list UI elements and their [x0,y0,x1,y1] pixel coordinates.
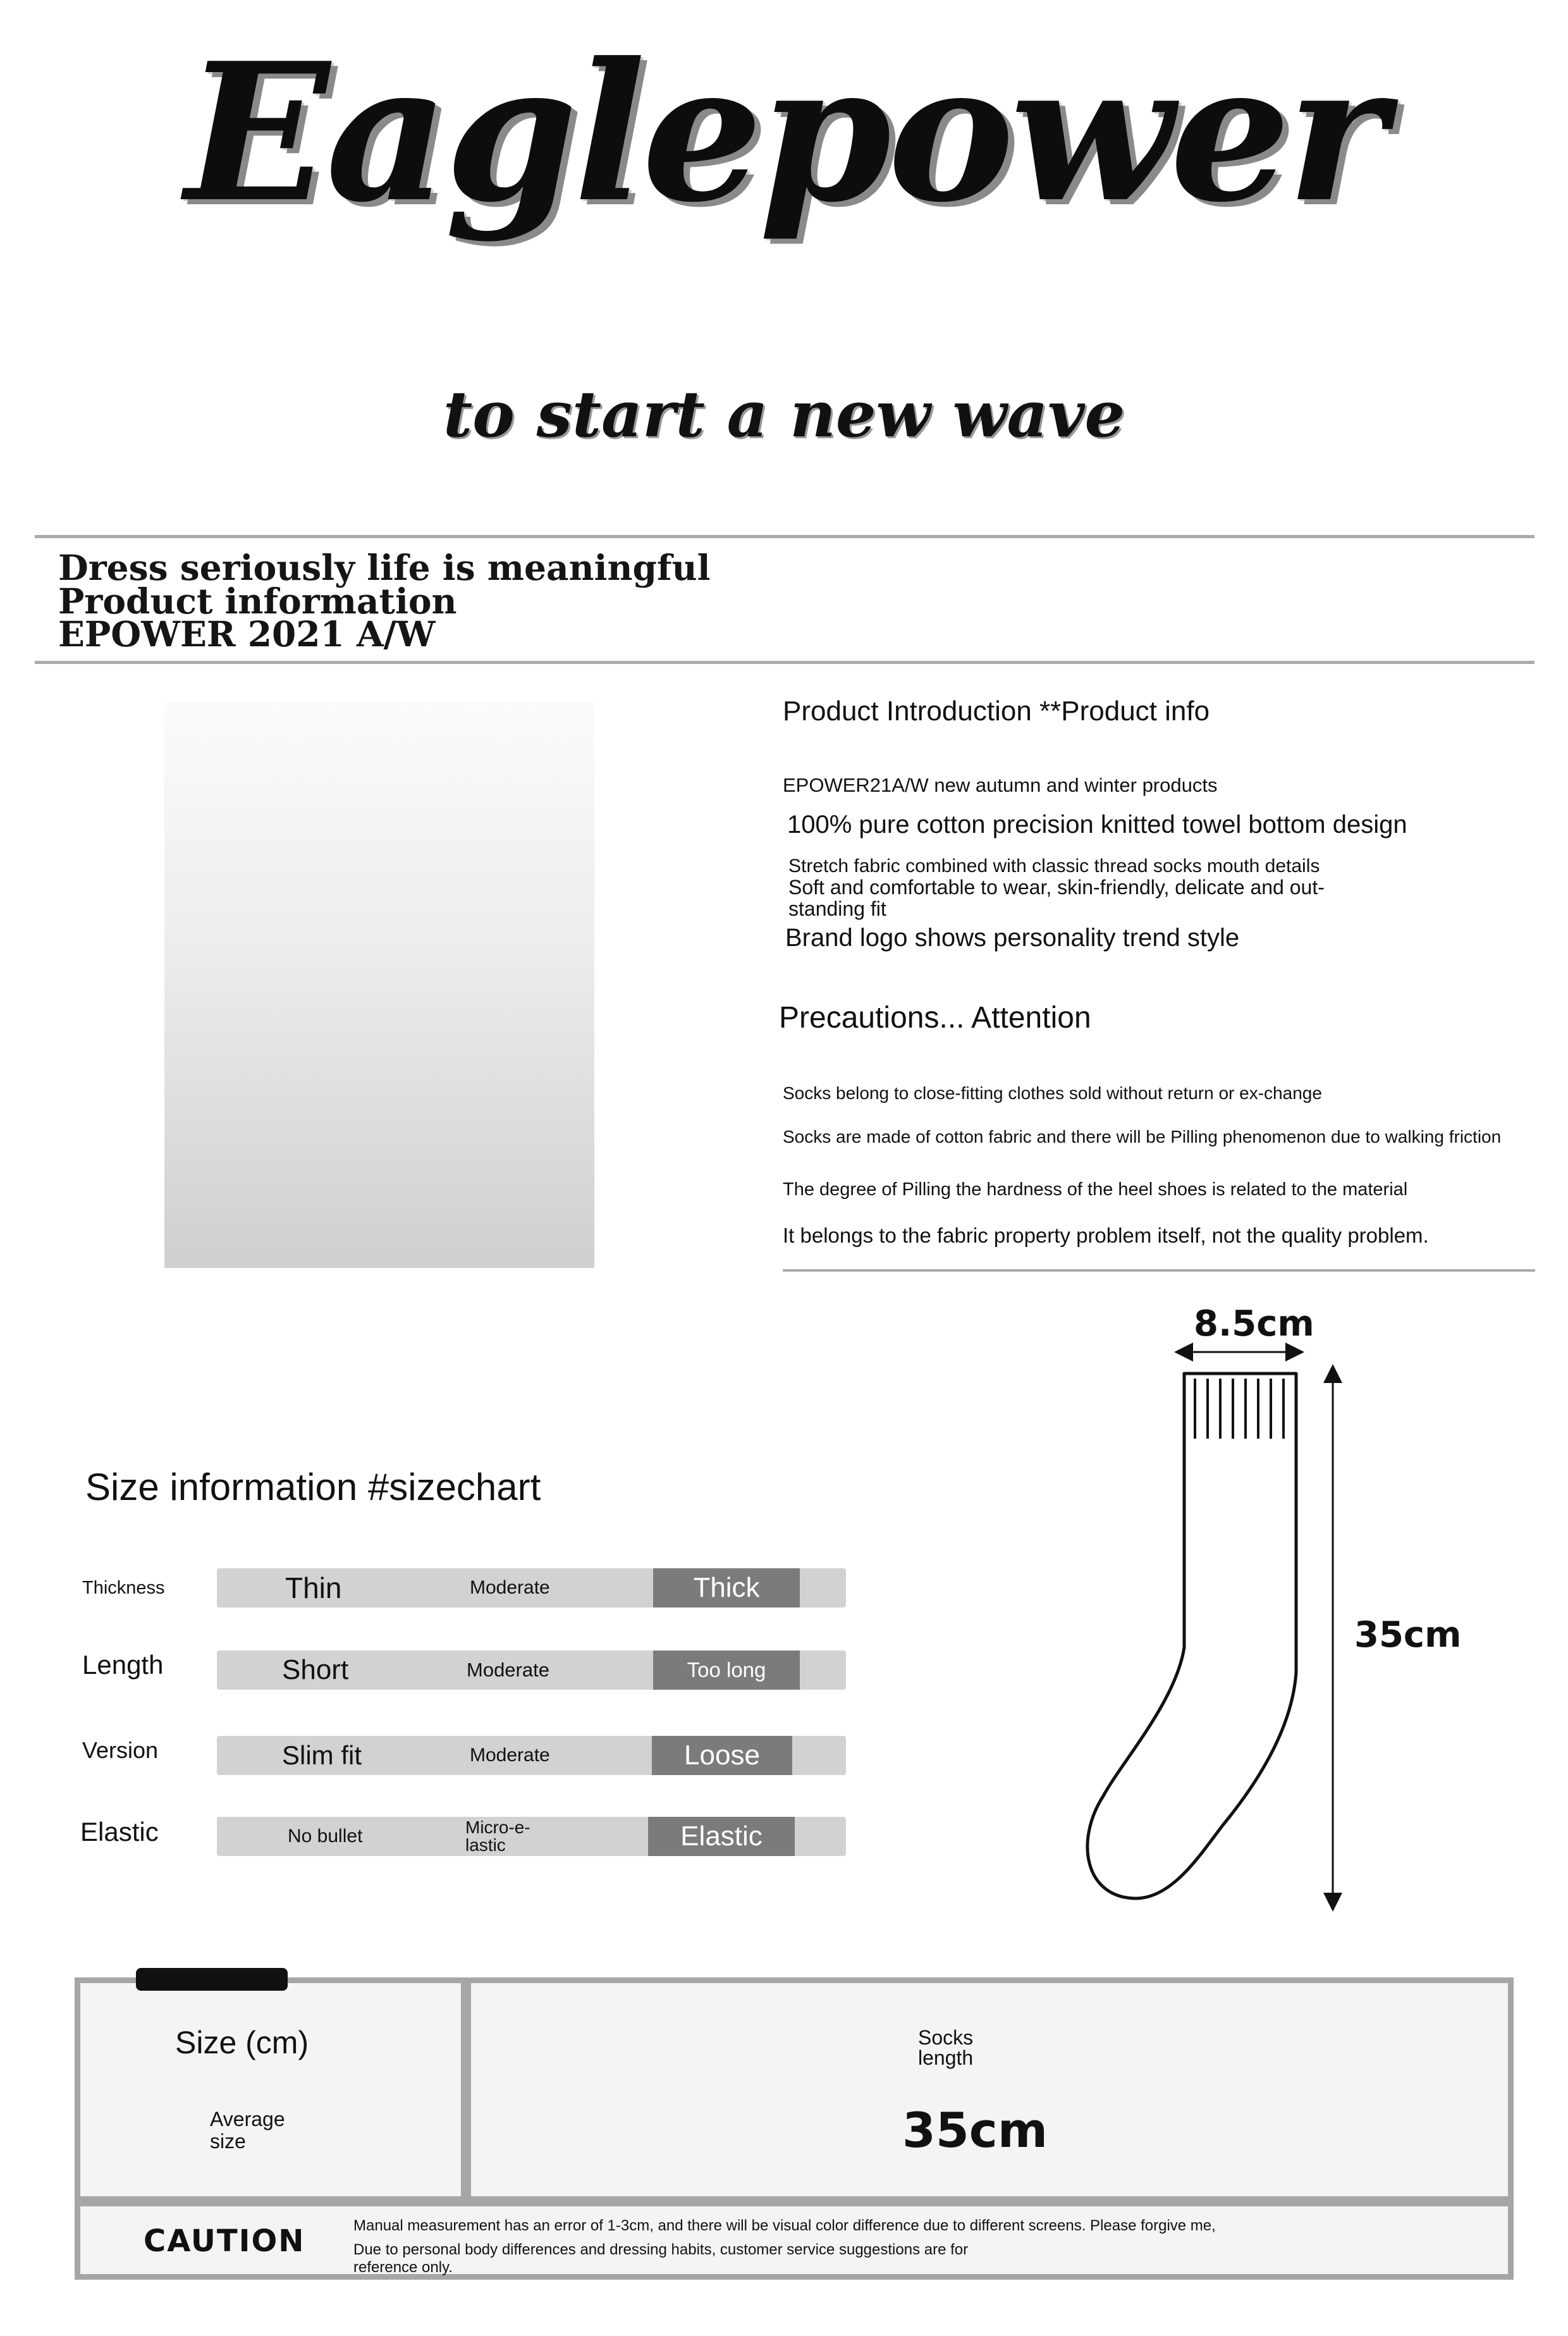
intro-item: EPOWER21A/W new autumn and winter products [783,774,1218,796]
elastic-bar [217,1817,846,1856]
size-table-header-right: Socks length [918,2026,974,2069]
length-option-moderate: Moderate [467,1659,549,1681]
brand-logo: Eaglepower [185,21,1383,244]
sock-length-label: 35cm [1354,1614,1462,1656]
elastic-option-elastic: Elastic [648,1817,795,1856]
version-option-slim-fit: Slim fit [282,1740,362,1770]
band-product-info: Product information [58,581,457,622]
row-label-thickness: Thickness [82,1578,165,1598]
elastic-option-no-bullet: No bullet [288,1826,363,1847]
length-bar [217,1651,846,1690]
precaution-item: The degree of Pilling the hardness of the heel shoes is related to the material [783,1179,1408,1200]
version-option-loose: Loose [652,1736,792,1775]
band-season: EPOWER 2021 A/W [58,613,436,655]
sock-width-label: 8.5cm [1194,1303,1314,1344]
precaution-item: Socks belong to close-fitting clothes sold without return or ex-change [783,1083,1322,1103]
intro-item: 100% pure cotton precision knitted towel bottom design [787,811,1407,839]
sock-ribs [1195,1379,1283,1439]
version-option-moderate: Moderate [470,1745,550,1766]
sock-diagram [1050,1296,1378,1916]
sock-outline [1087,1374,1296,1898]
size-table-left-cell [83,1993,455,2190]
precautions-heading: Precautions... Attention [779,1001,1091,1035]
version-bar [217,1736,846,1775]
length-option-too-long: Too long [653,1651,800,1690]
row-label-length: Length [82,1650,164,1680]
size-info-heading: Size information #sizechart [85,1466,541,1508]
row-label-version: Version [82,1737,159,1763]
size-table-tab [136,1968,288,1991]
size-table [75,1977,1514,2280]
intro-heading: Product Introduction **Product info [783,696,1210,727]
size-table-header-left: Size (cm) [175,2025,309,2060]
intro-item: Brand logo shows personality trend style [785,924,1240,952]
band-bottom-divider [35,661,1534,664]
thickness-option-moderate: Moderate [470,1577,550,1598]
caution-line-2: Due to personal body differences and dressing habits, customer service suggestions are for reference only. [353,2241,969,2276]
thickness-option-thin: Thin [285,1571,342,1604]
intro-divider [783,1269,1535,1272]
size-table-row-divider [80,2196,1508,2206]
top-divider [35,535,1534,538]
size-table-column-divider [461,1983,471,2196]
caution-title: CAUTION [144,2223,305,2259]
intro-item: Stretch fabric combined with classic thread socks mouth details [788,856,1320,876]
size-table-row-value: 35cm [902,2102,1048,2158]
caution-line-1: Manual measurement has an error of 1-3cm, and there will be visual color difference due to different screens. Please forgive me, [353,2217,1216,2234]
precaution-item: Socks are made of cotton fabric and there will be Pilling phenomenon due to walking friction [783,1127,1502,1146]
intro-item: Soft and comfortable to wear, skin-friendly, delicate and out-standing fit [788,876,1325,920]
thickness-option-thick: Thick [653,1568,800,1608]
precaution-item: It belongs to the fabric property problem itself, not the quality problem. [783,1224,1429,1247]
elastic-option-micro-elastic: Micro-e-lastic [465,1817,530,1855]
size-table-row-label: Average size [210,2108,285,2153]
thickness-bar [217,1568,846,1608]
band-slogan: Dress seriously life is meaningful [58,547,711,588]
row-label-elastic: Elastic [80,1817,159,1847]
brand-tagline: to start a new wave [443,377,1125,452]
product-image [164,702,594,1268]
length-option-short: Short [282,1654,349,1685]
